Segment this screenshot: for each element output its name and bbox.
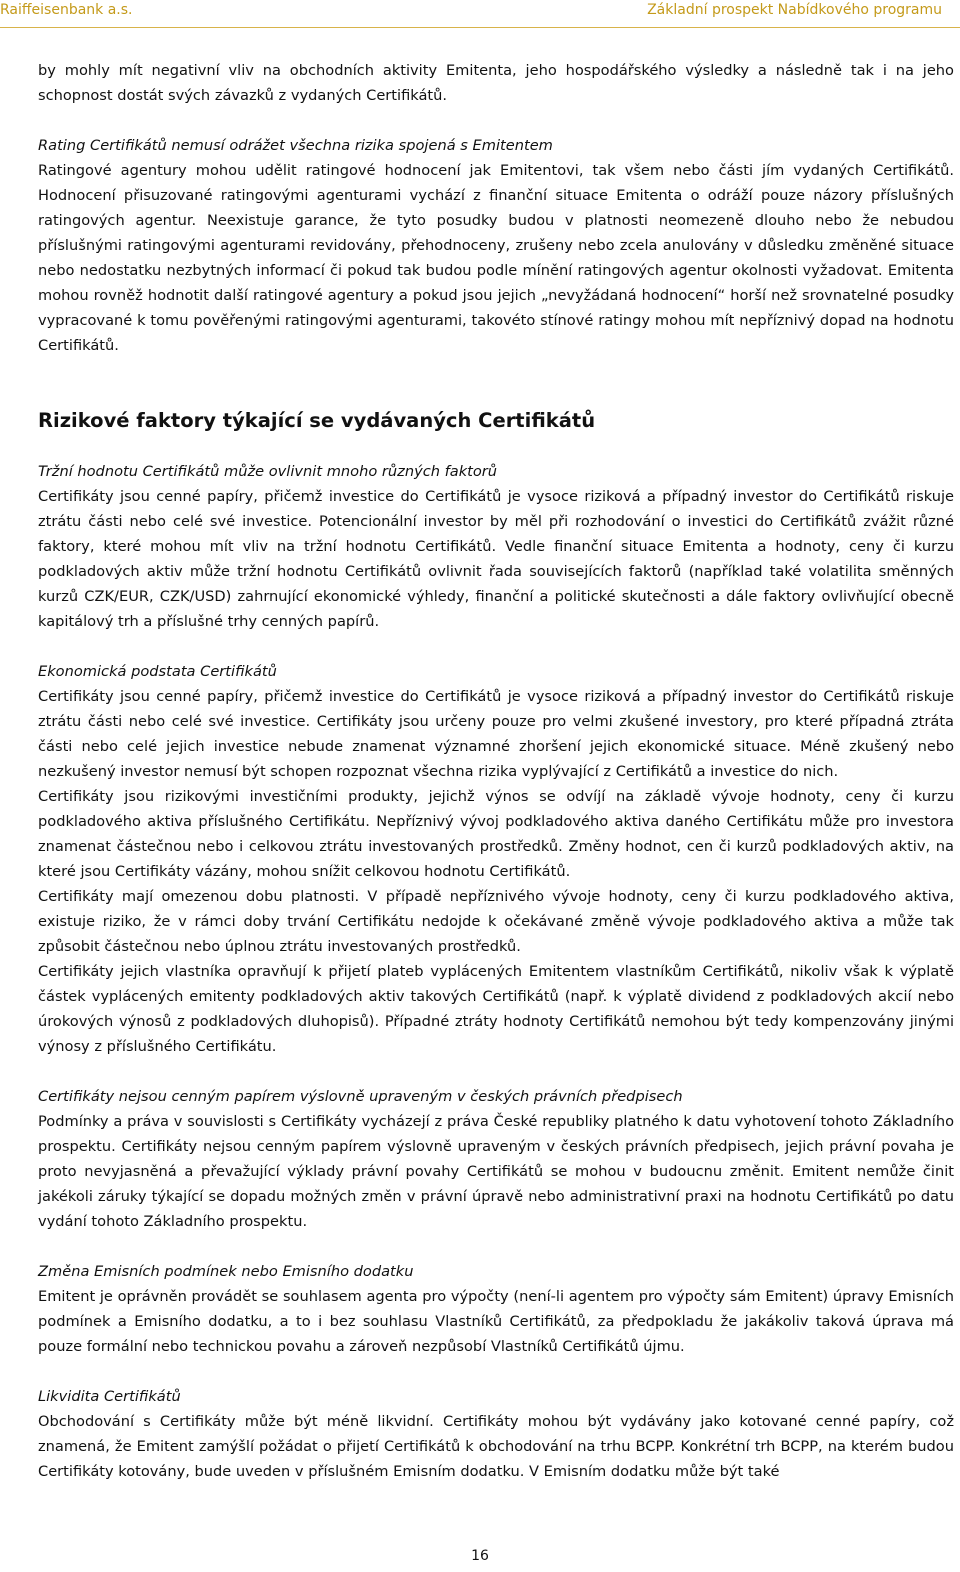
header-divider: [0, 27, 960, 28]
section-title: Rizikové faktory týkající se vydávaných Certifikátů: [38, 409, 596, 432]
economic-paragraph-3: Certifikáty mají omezenou dobu platnosti. V případě nepříznivého vývoje hodnoty, ceny či kurzu podkladového aktiva, existuje riziko, že v rámci doby trvání Certifikátu nedojde k očekávané změně vývoje podkladového aktiva a může tak způsobit částečnou nebo úplnou ztrátu investovaných prostředků.: [38, 888, 954, 955]
legal-paragraph: Podmínky a práva v souvislosti s Certifikáty vycházejí z práva České republiky platného k datu vyhotovení tohoto Základního prospektu. Certifikáty nejsou cenným papírem výslovně upraveným v českých právních předpisech, jejich právní povaha je proto nevyjasněná a převažující výklady právní povahy Certifikátů se mohou v budoucnu změnit. Emitent nemůže činit jakékoli záruky týkající se dopadu možných změn v právní úpravě nebo administrativní praxi na hodnotu Certifikátů po datu vydání tohoto Základního prospektu.: [38, 1113, 954, 1230]
rating-paragraph: Ratingové agentury mohou udělit ratingové hodnocení jak Emitentovi, tak všem nebo části jím vydaných Certifikátů. Hodnocení přisuzované ratingovými agenturami vychází z finanční situace Emitenta o odráží pouze názory příslušných ratingových agentur. Neexistuje garance, že tyto posudky budou v platnosti neomezeně dlouho nebo že nebudou příslušnými ratingovými agenturami revidovány, přehodnoceny, zrušeny nebo zcela anulovány v důsledku změněné situace nebo nedostatku nezbytných informací či pokud tak budou podle mínění ratingových agentur okolnosti vyžadovat. Emitenta mohou rovněž hodnotit další ratingové agentury a pokud jsou jejich „nevyžádaná hodnocení“ horší než srovnatelné posudky vypracované k tomu pověřenými ratingovými agenturami, takovéto stínové ratingy mohou mít nepříznivý dopad na hodnotu Certifikátů.: [38, 162, 954, 354]
liquidity-subtitle: Likvidita Certifikátů: [38, 1388, 181, 1405]
economic-paragraph-4: Certifikáty jejich vlastníka opravňují k přijetí plateb vyplácených Emitentem vlastníkům Certifikátů, nikoliv však k výplatě částek vyplácených emitenty podkladových aktiv takových Certifikátů (např. k výplatě dividend z podkladových akcií nebo úrokových výnosů z podkladových dluhopisů). Případné ztráty hodnoty Certifikátů nemohou být tedy kompenzovány jinými výnosy z příslušného Certifikátu.: [38, 963, 954, 1055]
change-subtitle: Změna Emisních podmínek nebo Emisního dodatku: [38, 1263, 414, 1280]
header-document-title: Základní prospekt Nabídkového programu: [647, 2, 942, 18]
economic-paragraph-1: Certifikáty jsou cenné papíry, přičemž investice do Certifikátů je vysoce riziková a případný investor do Certifikátů riskuje ztrátu části nebo celé své investice. Certifikáty jsou určeny pouze pro velmi zkušené investory, pro které případná ztráta části nebo celé jejich investice nebude znamenat významné zhoršení jejich ekonomické situace. Méně zkušený nebo nezkušený investor nemusí být schopen rozpoznat všechna rizika vyplývající z Certifikátů a investice do nich.: [38, 688, 954, 780]
legal-subtitle: Certifikáty nejsou cenným papírem výslovně upraveným v českých právních předpisech: [38, 1088, 683, 1105]
market-paragraph: Certifikáty jsou cenné papíry, přičemž investice do Certifikátů je vysoce riziková a případný investor do Certifikátů riskuje ztrátu části nebo celé své investice. Potencionální investor by měl při rozhodování o investici do Certifikátů zvážit různé faktory, které mohou mít vliv na tržní hodnotu Certifikátů. Vedle finanční situace Emitenta a hodnoty, ceny či kurzu podkladových aktiv může tržní hodnotu Certifikátů ovlivnit řada souvisejících faktorů (například také volatilita směnných kurzů CZK/EUR, CZK/USD) zahrnující ekonomické výhledy, finanční a politické skutečnosti a dále faktory ovlivňující obecně kapitálový trh a příslušné trhy cenných papírů.: [38, 488, 954, 630]
economic-subtitle: Ekonomická podstata Certifikátů: [38, 663, 277, 680]
change-paragraph: Emitent je oprávněn provádět se souhlasem agenta pro výpočty (není-li agentem pro výpočty sám Emitent) úpravy Emisních podmínek a Emisního dodatku, a to i bez souhlasu Vlastníků Certifikátů, za předpokladu že jakákoliv taková úprava má pouze formální nebo technickou povahu a zároveň nezpůsobí Vlastníků Certifikátů újmu.: [38, 1288, 954, 1355]
page-number: 16: [471, 1548, 489, 1564]
intro-paragraph: by mohly mít negativní vliv na obchodních aktivity Emitenta, jeho hospodářského výsledky a následně tak i na jeho schopnost dostát svých závazků z vydaných Certifikátů.: [38, 62, 954, 104]
rating-subtitle: Rating Certifikátů nemusí odrážet všechna rizika spojená s Emitentem: [38, 137, 553, 154]
liquidity-paragraph: Obchodování s Certifikáty může být méně likvidní. Certifikáty mohou být vydávány jako kotované cenné papíry, což znamená, že Emitent zamýšlí požádat o přijetí Certifikátů k obchodování na trhu BCPP. Konkrétní trh BCPP, na kterém budou Certifikáty kotovány, bude uveden v příslušném Emisním dodatku. V Emisním dodatku může být také: [38, 1413, 954, 1480]
document-body: [38, 58, 954, 1484]
header-issuer: Raiffeisenbank a.s.: [0, 2, 133, 18]
economic-paragraph-2: Certifikáty jsou rizikovými investičními produkty, jejichž výnos se odvíjí na základě vývoje hodnoty, ceny či kurzu podkladového aktiva příslušného Certifikátu. Nepříznivý vývoj podkladového aktiva daného Certifikátu může pro investora znamenat částečnou nebo i celkovou ztrátu investovaných prostředků. Změny hodnot, cen či kurzů podkladových aktiv, na které jsou Certifikáty vázány, mohou snížit celkovou hodnotu Certifikátů.: [38, 788, 954, 880]
market-subtitle: Tržní hodnotu Certifikátů může ovlivnit mnoho různých faktorů: [38, 463, 498, 480]
page-header: [0, 2, 960, 24]
